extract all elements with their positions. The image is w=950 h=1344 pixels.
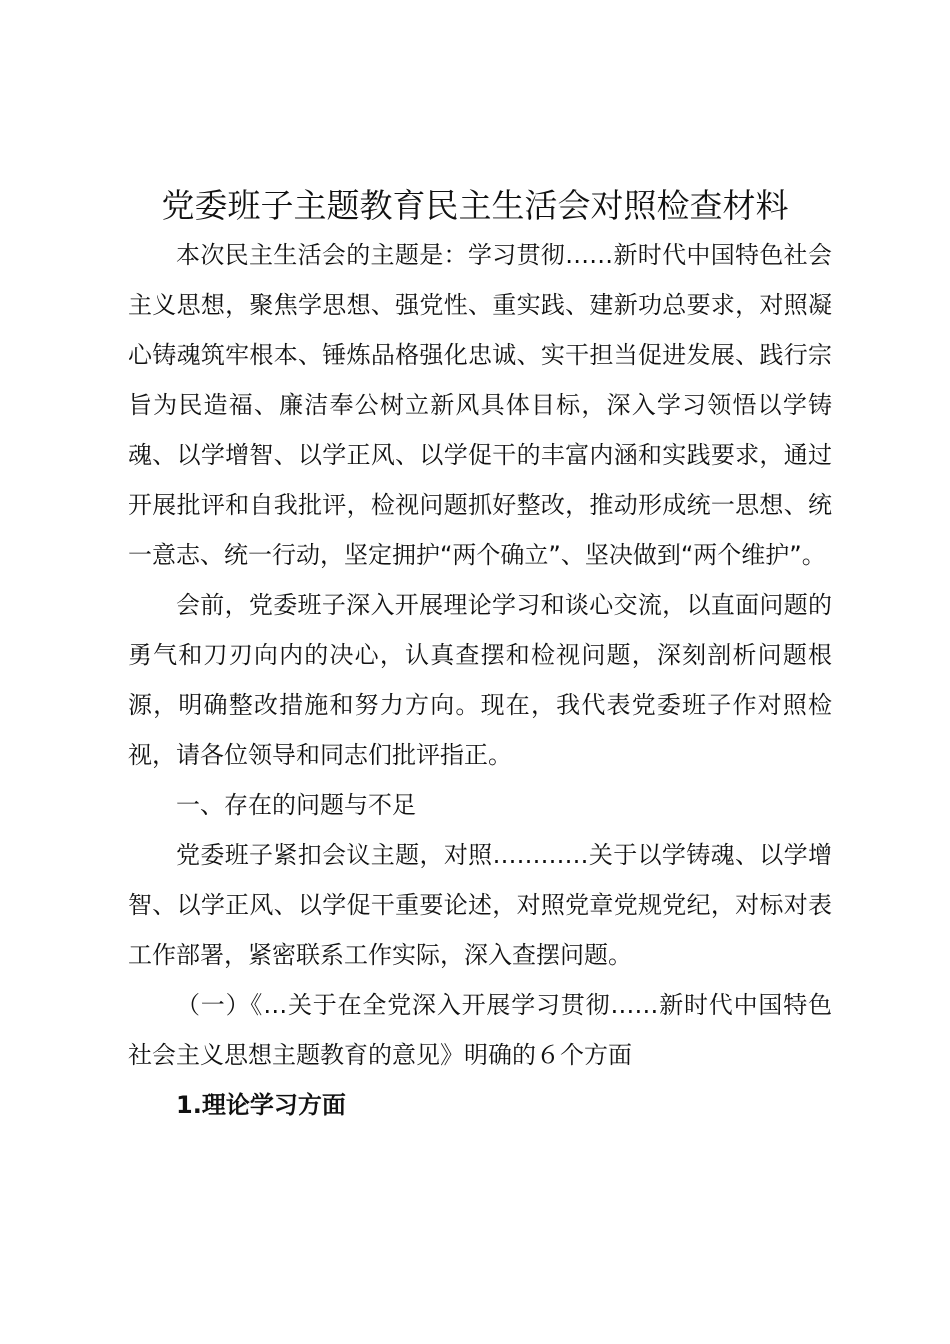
item-heading-theory-study: 1.理论学习方面 xyxy=(176,1091,346,1119)
paragraph-theme: 本次民主生活会的主题是：学习贯彻……新时代中国特色社会主义思想，聚焦学思想、强党性、重实践、建新功总要求，对照凝心铸魂筑牢根本、锤炼品格强化忠诚、实干担当促进发展、践行宗旨为民造福、廉洁奉公树立新风具体目标，深入学习领悟以学铸魂、以学增智、以学正风、以学促干的丰富内涵和实践要求，通过开展批评和自我批评，检视问题抓好整改，推动形成统一思想、统一意志、统一行动，坚定拥护“两个确立”、坚决做到“两个维护”。 xyxy=(128,241,832,569)
subsection-heading-six-aspects: （一）《…关于在全党深入开展学习贯彻……新时代中国特色社会主义思想主题教育的意见》明确的６个方面 xyxy=(128,991,832,1069)
document-title: 党委班子主题教育民主生活会对照检查材料 xyxy=(161,186,789,225)
paragraph-review: 党委班子紧扣会议主题，对照…………关于以学铸魂、以学增智、以学正风、以学促干重要论述，对照党章党规党纪，对标对表工作部署，紧密联系工作实际，深入查摆问题。 xyxy=(128,841,832,969)
paragraph-preparation: 会前，党委班子深入开展理论学习和谈心交流，以直面问题的勇气和刀刃向内的决心，认真查摆和检视问题，深刻剖析问题根源，明确整改措施和努力方向。现在，我代表党委班子作对照检视，请各位领导和同志们批评指正。 xyxy=(128,591,832,769)
section-heading-problems: 一、存在的问题与不足 xyxy=(176,791,416,819)
document-body xyxy=(128,230,832,1130)
